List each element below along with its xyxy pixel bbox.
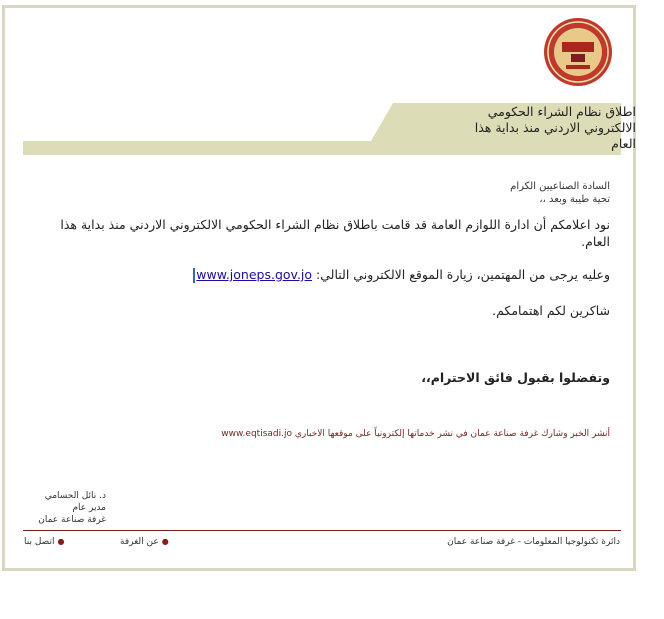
about-link-label[interactable]: عن الغرفة xyxy=(120,537,159,547)
footer-divider xyxy=(23,530,621,531)
bullet-icon: ● xyxy=(161,537,169,546)
website-paragraph xyxy=(193,266,610,283)
signature-block xyxy=(24,490,106,526)
email-frame xyxy=(2,5,636,571)
text-cursor xyxy=(193,268,195,283)
contact-link-label[interactable]: اتصل بنا xyxy=(24,537,55,547)
signature-name: د. نائل الحسامي xyxy=(44,491,106,501)
salutation-line-2: تحية طيبة وبعد ،، xyxy=(539,194,610,205)
footer-about-link[interactable] xyxy=(120,537,169,547)
salutation xyxy=(510,180,610,206)
signature-org: غرفة صناعة عمان xyxy=(38,515,106,525)
eqtisadi-link[interactable]: www.eqtisadi.jo xyxy=(221,429,292,439)
closing-line: وتفضلوا بقبول فائق الاحترام،، xyxy=(421,370,610,385)
footer-contact-link[interactable] xyxy=(24,537,64,547)
headline-line-2: الالكتروني الاردني منذ بداية هذا xyxy=(474,120,636,135)
announcement-paragraph: نود اعلامكم أن ادارة اللوازم العامة قد قامت باطلاق نظام الشراء الحكومي الالكتروني الاردني منذ بداية هذا العام. xyxy=(60,217,610,249)
bullet-icon: ● xyxy=(57,537,65,546)
salutation-line-1: السادة الصناعيين الكرام xyxy=(510,181,610,192)
headline-line-1: اطلاق نظام الشراء الحكومي xyxy=(487,104,636,119)
headline-title xyxy=(396,104,636,152)
signature-position: مدير عام xyxy=(72,503,106,513)
headline-line-3: العام xyxy=(611,136,636,151)
joneps-link[interactable]: www.joneps.gov.jo xyxy=(196,267,313,282)
website-paragraph-text: وعليه يرجى من المهتمين، زيارة الموقع الالكتروني التالي: xyxy=(312,267,610,282)
chamber-logo xyxy=(542,16,614,88)
thanks-paragraph: شاكرين لكم اهتمامكم. xyxy=(492,303,610,318)
footer-department: دائرة تكنولوجيا المعلومات - غرفة صناعة عمان xyxy=(447,537,620,547)
share-note xyxy=(140,428,610,440)
share-note-text: أنشر الخبر وشارك غرفة صناعة عمان في نشر خدماتها إلكترونياً على موقعها الاخباري xyxy=(294,429,610,439)
